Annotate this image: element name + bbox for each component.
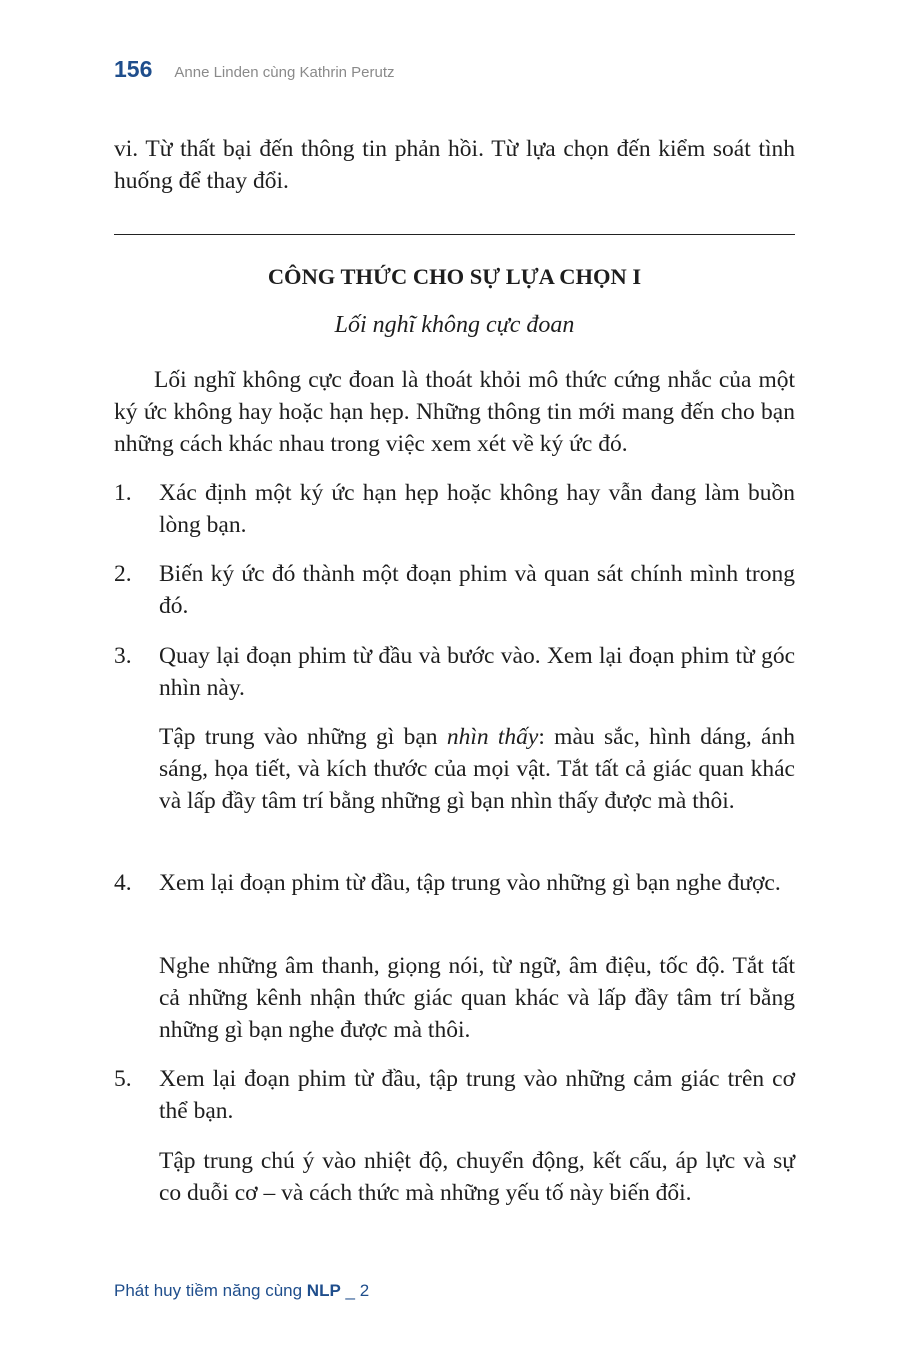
section-divider [114,234,795,235]
running-head-authors: Anne Linden cùng Kathrin Perutz [174,64,395,81]
intro-paragraph: Lối nghĩ không cực đoan là thoát khỏi mô thức cứng nhắc của một ký ức không hay hoặc hạn hẹp. Những thông tin mới mang đến cho bạn những cách khác nhau trong việc xem xét về ký ức đó. [114,367,795,457]
step-text: Xem lại đoạn phim từ đầu, tập trung vào những gì bạn nghe được. [159,870,781,896]
detail-text: Tập trung vào những gì bạn [159,724,447,750]
emphasis-text: nhìn thấy [446,724,539,750]
section-title: CÔNG THỨC CHO SỰ LỰA CHỌN I [267,264,642,289]
step-5-detail: Tập trung chú ý vào nhiệt độ, chuyển động, kết cấu, áp lực và sự co duỗi cơ – và cách thức mà những yếu tố này biến đổi. [159,1148,795,1206]
step-4-detail: Nghe những âm thanh, giọng nói, từ ngữ, âm điệu, tốc độ. Tắt tất cả những kênh nhận thức giác quan khác và lấp đầy tâm trí bằng những gì bạn nghe được mà thôi. [159,953,795,1043]
continuation-paragraph: vi. Từ thất bại đến thông tin phản hồi. Từ lựa chọn đến kiểm soát tình huống để thay đổi. [114,136,795,194]
step-text: Biến ký ức đó thành một đoạn phim và quan sát chính mình trong đó. [159,561,795,619]
step-number: 2. [114,561,132,587]
page-footer [114,1281,369,1301]
step-number: 4. [114,870,132,896]
page-number: 156 [114,56,153,82]
step-text: Xác định một ký ức hạn hẹp hoặc không hay vẫn đang làm buồn lòng bạn. [159,480,795,538]
step-number: 5. [114,1066,132,1092]
footer-series-number: _ 2 [340,1281,370,1300]
page-header [114,56,395,83]
footer-series-brand: NLP [306,1281,341,1300]
detail-text: : màu sắc, hình dáng, ánh sáng, họa tiết, và kích thước của mọi vật. Tắt tất cả giác quan khác và lấp đầy tâm trí bằng những gì bạn nhìn thấy được mà thôi. [159,724,795,814]
footer-series-title: Phát huy tiềm năng cùng [114,1281,307,1300]
step-3-detail [159,721,795,817]
step-text: Xem lại đoạn phim từ đầu, tập trung vào những cảm giác trên cơ thể bạn. [159,1066,795,1124]
step-number: 1. [114,480,132,506]
step-text: Quay lại đoạn phim từ đầu và bước vào. Xem lại đoạn phim từ góc nhìn này. [159,643,795,701]
section-subtitle: Lối nghĩ không cực đoan [334,312,575,338]
step-number: 3. [114,643,132,669]
